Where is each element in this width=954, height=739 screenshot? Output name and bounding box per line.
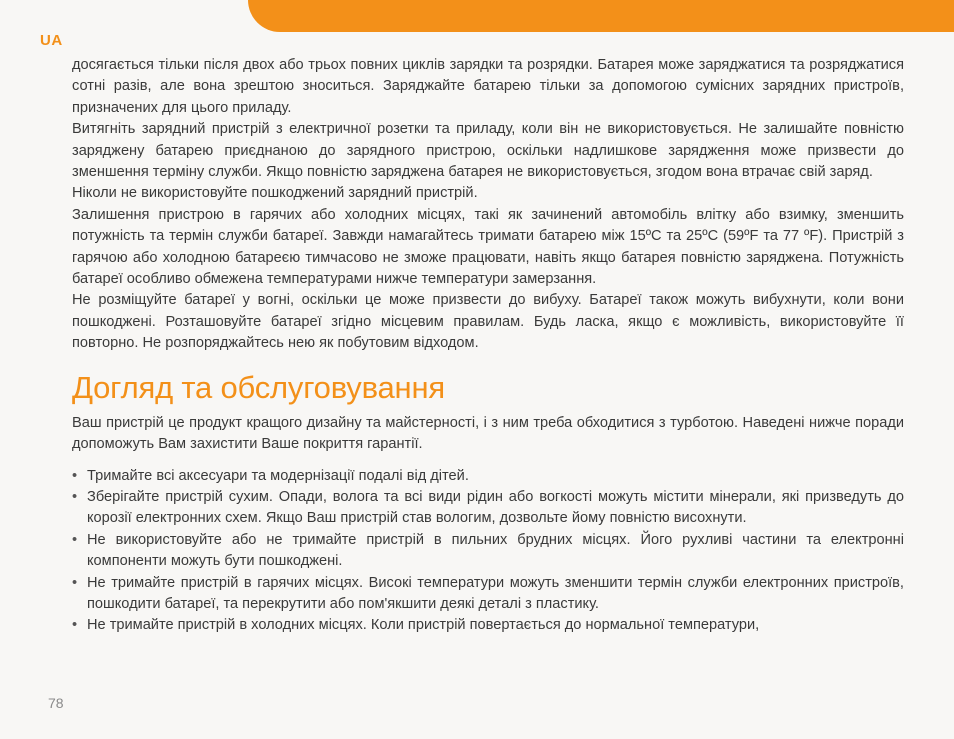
list-item-text: Зберігайте пристрій сухим. Опади, волога та всі види рідин або вогкості можуть містити мінерали, які призведуть до корозії електронних схем. Якщо Ваш пристрій став вологим, дозвольте йому повністю висохнути. <box>87 488 904 527</box>
list-item <box>72 573 904 616</box>
list-item-text: Тримайте всі аксесуари та модернізації подалі від дітей. <box>87 467 469 484</box>
list-item <box>72 487 904 530</box>
list-item <box>72 530 904 573</box>
paragraph-damaged-charger: Ніколи не використовуйте пошкоджений зарядний пристрій. <box>72 185 478 202</box>
section-intro: Ваш пристрій це продукт кращого дизайну та майстерності, і з ним треба обходитися з турботою. Наведені нижче поради допоможуть Вам захистити Ваше покриття гарантії. <box>72 414 904 453</box>
bullet-icon: • <box>72 488 78 505</box>
list-item-text: Не тримайте пристрій в холодних місцях. Коли пристрій повертається до нормальної температури, <box>87 617 760 634</box>
bullet-icon: • <box>72 531 78 548</box>
list-item <box>72 615 904 636</box>
page-number: 78 <box>48 695 64 711</box>
section-heading: Догляд та обслуговування <box>72 369 445 405</box>
bullet-icon: • <box>72 617 78 634</box>
list-item <box>72 466 904 487</box>
language-label: UA <box>40 32 63 49</box>
bullet-icon: • <box>72 467 78 484</box>
header-banner <box>248 0 954 32</box>
bullet-icon: • <box>72 574 78 591</box>
paragraph-disposal: Не розміщуйте батареї у вогні, оскільки це може призвести до вибуху. Батареї також можуть вибухнути, коли вони пошкоджені. Розташовуйте батареї згідно місцевим правилам. Будь ласка, якщо є можливість, використовуйте її повторно. Не розпоряджайтесь нею як побутовим відходом. <box>72 292 904 352</box>
list-item-text: Не тримайте пристрій в гарячих місцях. Високі температури можуть зменшити термін служби електронних пристроїв, пошкодити батареї, та перекрутити або пом'якшити деякі деталі з пластику. <box>87 574 904 612</box>
care-tips-list <box>72 466 904 637</box>
paragraph-unplug-charger: Витягніть зарядний пристрій з електричної розетки та приладу, коли він не використовується. Не залишайте повністю заряджену батарею приєднаною до зарядного пристрою, оскільки надлишкове зарядження може призвести до зменшення терміну служби. Якщо повністю заряджена батарея не використовується, згодом вона втрачає свій заряд. <box>72 121 904 181</box>
list-item-text: Не використовуйте або не тримайте пристрій в пильних брудних місцях. Його рухливі частини та електронні компоненти можуть бути пошкоджені. <box>87 531 904 570</box>
paragraph-battery-cycles: досягається тільки після двох або трьох повних циклів зарядки та розрядки. Батарея може заряджатися та розряджатися сотні разів, але вона зрештою зноситься. Заряджайте батарею тільки за допомогою сумісних зарядних пристроїв, призначених для цього приладу. <box>72 57 904 116</box>
paragraph-temperature: Залишення пристрою в гарячих або холодних місцях, такі як зачинений автомобіль влітку або взимку, зменшить потужність та термін служби батареї. Завжди намагайтесь тримати батарею між 15ºC та 25ºC (59ºF та 77 ºF). Пристрій з гарячою або холодною батареєю тимчасово не зможе працювати, навіть якщо батарея повністю заряджена. Потужність батареї особливо обмежена температурами нижче температури замерзання. <box>72 206 904 288</box>
page-content <box>72 55 904 637</box>
